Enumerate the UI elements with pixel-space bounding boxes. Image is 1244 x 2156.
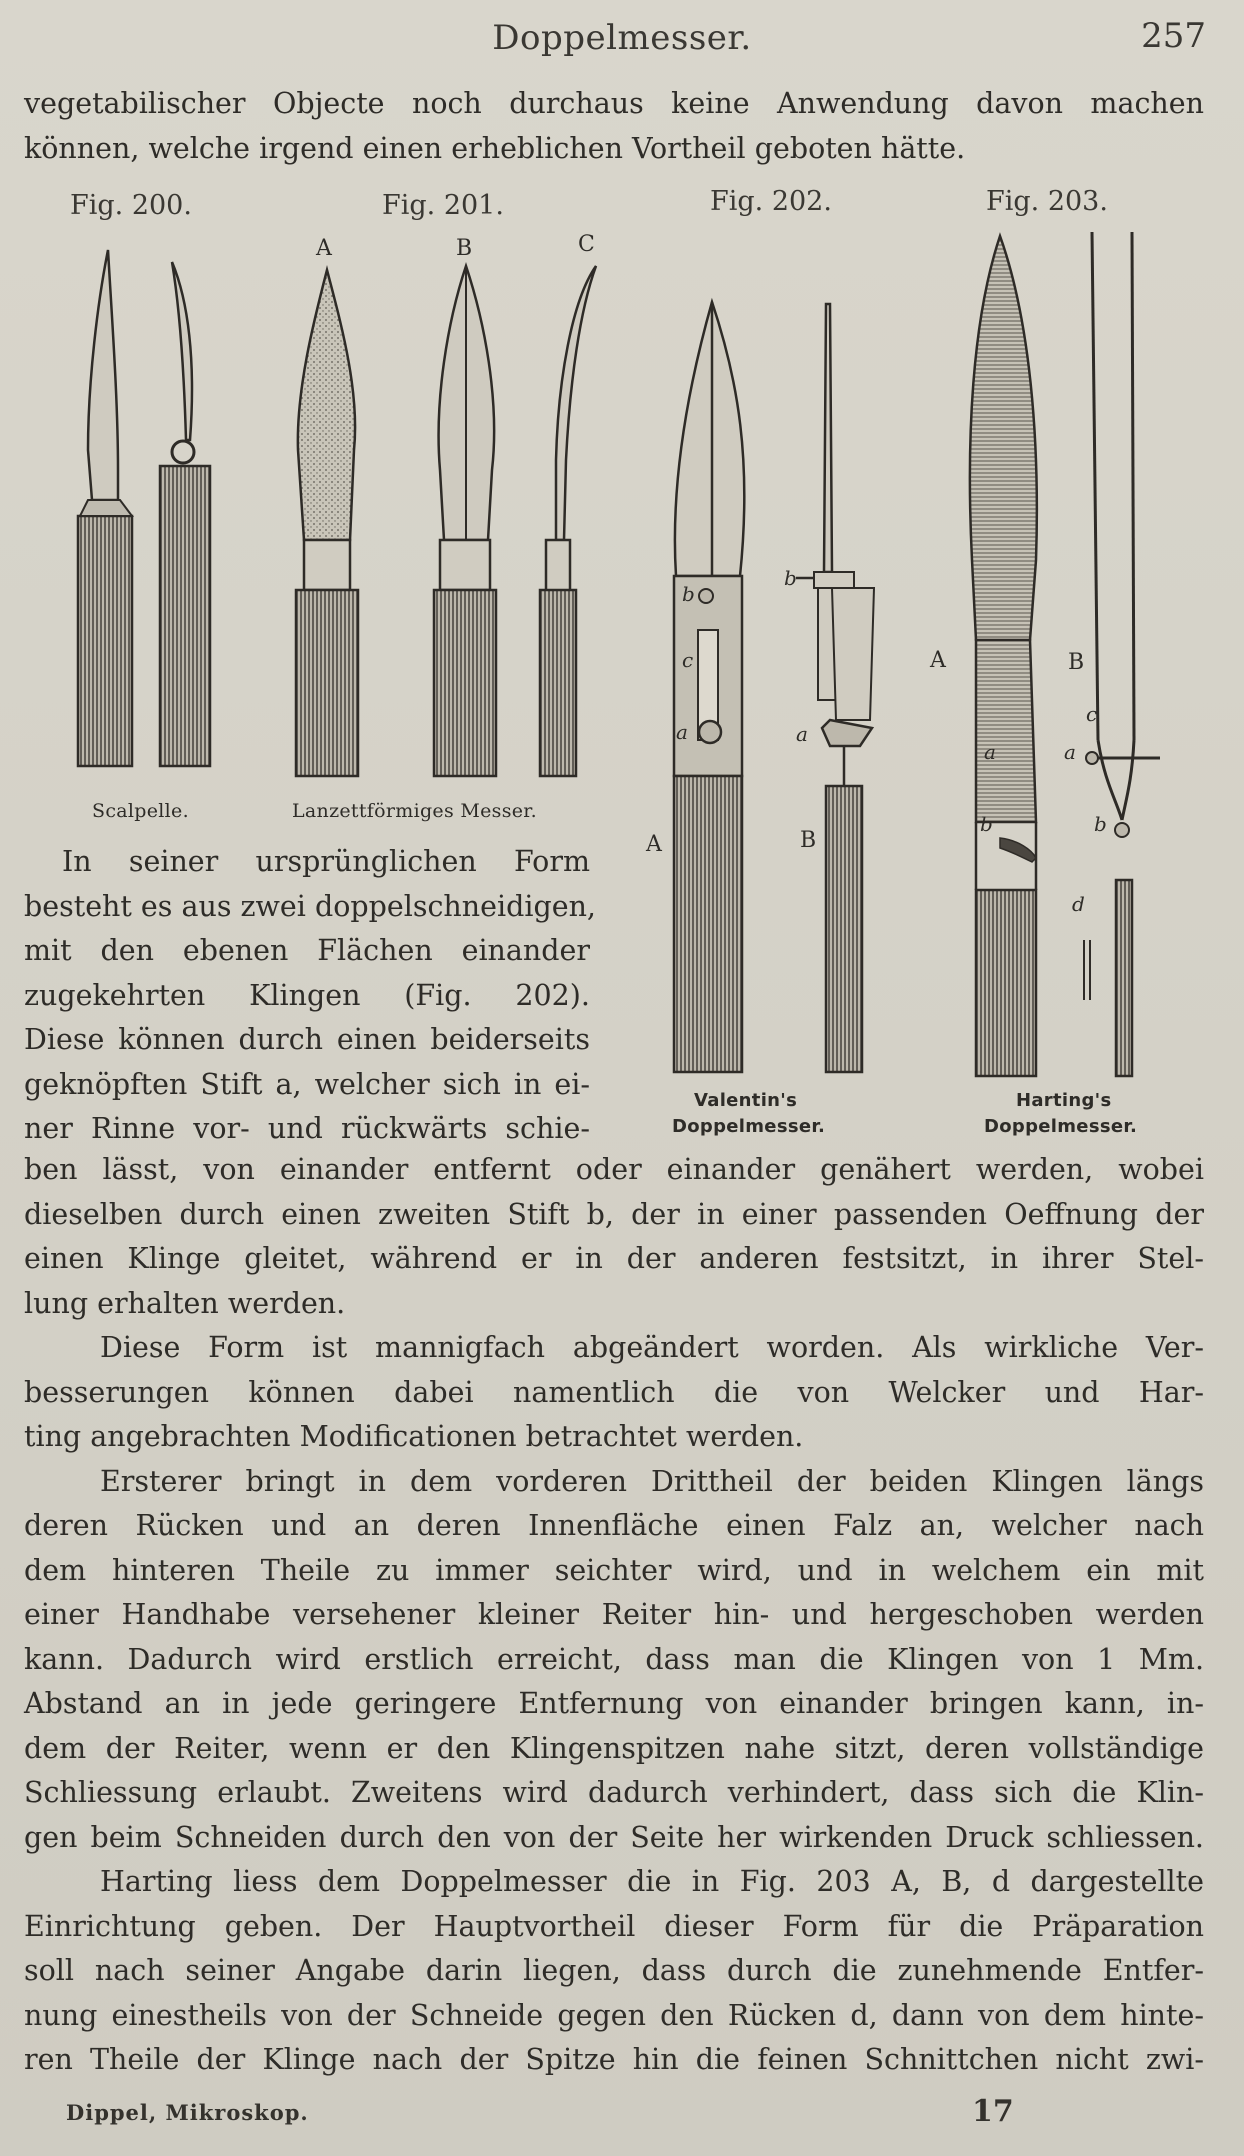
fig-200-scalpel-1 bbox=[78, 250, 132, 766]
page-title: Doppelmesser. bbox=[492, 18, 752, 58]
fig-203-blade-b bbox=[1084, 232, 1160, 1076]
fig-203-letter-small-b: b bbox=[980, 812, 993, 836]
text-line: Diese Form ist mannigfach abgeändert worden. Als wirkliche Ver- bbox=[100, 1331, 1204, 1364]
text-line: ren Theile der Klinge nach der Spitze hin die feinen Schnittchen nicht zwi- bbox=[24, 2043, 1204, 2076]
fig-203-label: Fig. 203. bbox=[986, 186, 1108, 217]
text-line: dem hinteren Theile zu immer seichter wird, und in welchem ein mit bbox=[24, 1553, 1204, 1587]
text-line: ting angebrachten Modificationen betrachtet werden. bbox=[24, 1420, 804, 1453]
side-text bbox=[24, 840, 596, 1152]
fig-202-letter-small-c: c bbox=[682, 648, 694, 672]
fig-201-caption: Lanzettförmiges Messer. bbox=[292, 800, 537, 822]
text-line: einen Klinge gleitet, während er in der anderen festsitzt, in ihrer Stel- bbox=[24, 1242, 1204, 1275]
fig-202-letter-small-a2: a bbox=[796, 722, 808, 746]
fig-201-label: Fig. 201. bbox=[382, 190, 504, 221]
text-line: Harting liess dem Doppelmesser die in Fig. 203 A, B, d dargestellte bbox=[100, 1865, 1204, 1898]
text-line: Einrichtung geben. Der Hauptvortheil dieser Form für die Präparation bbox=[24, 1909, 1204, 1943]
fig-203-letter-small-a2: a bbox=[1064, 740, 1076, 764]
text-line: Abstand an in jede geringere Entfernung von einander bringen kann, in- bbox=[24, 1687, 1204, 1720]
fig-201-knife-c bbox=[540, 266, 596, 776]
text-line: Schliessung erlaubt. Zweitens wird dadurch verhindert, dass sich die Klin- bbox=[24, 1776, 1204, 1809]
body-text bbox=[24, 1148, 1204, 2083]
fig-203-letter-small-a: a bbox=[984, 740, 996, 764]
fig-203-caption-line2: Doppelmesser. bbox=[984, 1116, 1138, 1137]
fig-202-blade-a bbox=[674, 302, 744, 1072]
text-line: können, welche irgend einen erheblichen Vortheil geboten hätte. bbox=[24, 131, 966, 165]
text-line: ner Rinne vor- und rückwärts schie- bbox=[24, 1112, 590, 1145]
fig-202-letter-small-b: b bbox=[682, 582, 695, 606]
fig-202-letter-b: B bbox=[800, 828, 817, 853]
text-line: deren Rücken und an deren Innenfläche einen Falz an, welcher nach bbox=[24, 1509, 1204, 1542]
text-line: dieselben durch einen zweiten Stift b, der in einer passenden Oeffnung der bbox=[24, 1197, 1204, 1231]
fig-203-letter-small-d: d bbox=[1072, 892, 1085, 916]
text-line: vegetabilischer Objecte noch durchaus keine Anwendung davon machen bbox=[24, 87, 1204, 120]
fig-202-caption-line1: Valentin's bbox=[694, 1090, 798, 1111]
text-line: dem der Reiter, wenn er den Klingenspitzen nahe sitzt, deren vollständige bbox=[24, 1731, 1204, 1765]
fig-200-caption: Scalpelle. bbox=[92, 800, 189, 822]
fig-201-letter-c: C bbox=[578, 232, 595, 257]
footer-sheet-number: 17 bbox=[972, 2094, 1014, 2129]
fig-201-knife-b bbox=[434, 266, 496, 776]
text-line: besserungen können dabei namentlich die von Welcker und Har- bbox=[24, 1375, 1204, 1409]
fig-203-letter-b: B bbox=[1068, 650, 1085, 675]
fig-202-letter-small-b2: b bbox=[784, 566, 797, 590]
fig-201-letter-a: A bbox=[316, 236, 332, 261]
fig-201-letter-b: B bbox=[456, 236, 473, 261]
text-line: gen beim Schneiden durch den von der Seite her wirkenden Druck schliessen. bbox=[24, 1820, 1204, 1854]
fig-202-blade-b bbox=[796, 304, 874, 1072]
text-line: lung erhalten werden. bbox=[24, 1286, 346, 1320]
fig-203-caption-line1: Harting's bbox=[1016, 1090, 1112, 1111]
fig-202-letter-a: A bbox=[646, 832, 662, 857]
text-line: ben lässt, von einander entfernt oder einander genähert werden, wobei bbox=[24, 1153, 1204, 1186]
text-line: zugekehrten Klingen (Fig. 202). bbox=[24, 978, 590, 1012]
fig-203-letter-small-c: c bbox=[1086, 702, 1098, 726]
text-line: mit den ebenen Flächen einander bbox=[24, 934, 590, 967]
fig-202-caption-line2: Doppelmesser. bbox=[672, 1116, 826, 1137]
fig-202-letter-small-a: a bbox=[676, 720, 688, 744]
text-line: besteht es aus zwei doppelschneidigen, bbox=[24, 889, 596, 923]
text-line: Diese können durch einen beiderseits bbox=[24, 1023, 590, 1056]
fig-203-blade-a bbox=[970, 236, 1037, 1076]
text-line: Ersterer bringt in dem vorderen Drittheil der beiden Klingen längs bbox=[100, 1464, 1204, 1498]
text-line: einer Handhabe versehener kleiner Reiter hin- und hergeschoben werden bbox=[24, 1598, 1204, 1631]
text-line: kann. Dadurch wird erstlich erreicht, dass man die Klingen von 1 Mm. bbox=[24, 1642, 1204, 1676]
text-line: In seiner ursprünglichen Form bbox=[62, 845, 590, 878]
footer-signature: Dippel, Mikroskop. bbox=[66, 2100, 309, 2125]
fig-203-letter-a: A bbox=[930, 648, 946, 673]
fig-200-scalpel-2 bbox=[160, 262, 210, 766]
text-line: soll nach seiner Angabe darin liegen, dass durch die zunehmende Entfer- bbox=[24, 1954, 1204, 1987]
page-number: 257 bbox=[1141, 16, 1206, 56]
fig-201-knife-a bbox=[296, 270, 358, 776]
text-line: nung einestheils von der Schneide gegen den Rücken d, dann von dem hinte- bbox=[24, 1998, 1204, 2032]
fig-202-label: Fig. 202. bbox=[710, 186, 832, 217]
fig-200-label: Fig. 200. bbox=[70, 190, 192, 221]
fig-203-letter-small-b2: b bbox=[1094, 812, 1107, 836]
text-line: geknöpften Stift a, welcher sich in ei- bbox=[24, 1067, 590, 1101]
